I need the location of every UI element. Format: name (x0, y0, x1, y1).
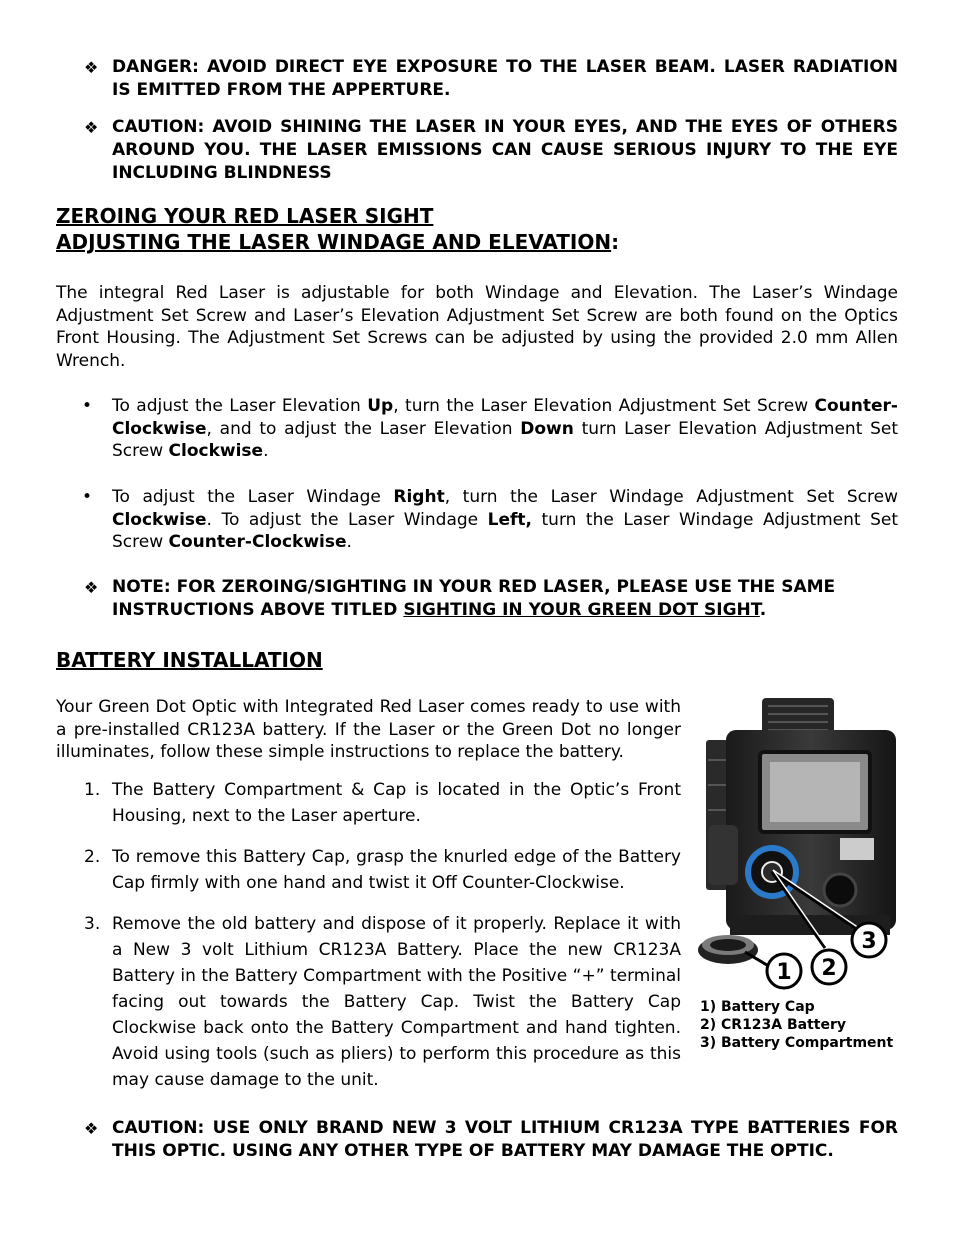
bullet-dot-icon: • (82, 487, 93, 507)
caution-warning-text: CAUTION: AVOID SHINING THE LASER IN YOUR EYES, AND THE EYES OF OTHERS AROUND YOU. THE LASER EMISSIONS CAN CAUSE SERIOUS INJURY TO THE EYE INCLUDING BLINDNESS (112, 117, 898, 183)
bold-counter-clockwise: Counter-Clockwise (168, 532, 347, 552)
zeroing-heading (56, 203, 619, 255)
caution-warning (56, 116, 898, 185)
danger-warning-text: DANGER: AVOID DIRECT EYE EXPOSURE TO THE LASER BEAM. LASER RADIATION IS EMITTED FROM THE APPERTURE. (112, 57, 898, 100)
heading-colon: : (611, 230, 620, 254)
diamond-bullet-icon: ❖ (84, 58, 99, 77)
step-1 (56, 777, 681, 829)
caption-battery-cap: 1) Battery Cap (700, 999, 815, 1015)
zeroing-intro: The integral Red Laser is adjustable for both Windage and Elevation. The Laser’s Windage Adjustment Set Screw and Laser’s Elevation Adjustment Set Screw are both found on the Optics Front Housing. The Adjustment Set Screws can be adjusted by using the provided 2.0 mm Allen Wrench. (56, 283, 898, 371)
note-section-reference: SIGHTING IN YOUR GREEN DOT SIGHT (403, 600, 760, 620)
elevation-bullet (56, 395, 898, 463)
battery-intro: Your Green Dot Optic with Integrated Red Laser comes ready to use with a pre-installed CR123A battery. If the Laser or the Green Dot no longer illuminates, follow these simple instructions to replace the battery. (56, 697, 681, 762)
text-run: turn the Laser Windage Adjustment Set Screw (112, 509, 899, 552)
step-number: 2. (84, 847, 101, 867)
text-run: To adjust the Laser Windage (112, 487, 394, 507)
callout-1-label: 1 (776, 960, 792, 985)
text-run: To adjust the Laser Elevation (112, 396, 368, 416)
text-run: . (263, 441, 269, 461)
step-text: To remove this Battery Cap, grasp the knurled edge of the Battery Cap firmly with one hand and twist it Off Counter-Clockwise. (112, 847, 681, 893)
caption-battery-compartment: 3) Battery Compartment (700, 1035, 894, 1051)
elevation-bullet-text (112, 395, 898, 463)
note-end: . (759, 600, 767, 620)
diamond-bullet-icon: ❖ (84, 578, 99, 597)
figure-captions (700, 998, 893, 1052)
text-run: turn Laser Elevation Adjustment Set Screw (112, 418, 898, 461)
diamond-bullet-icon: ❖ (84, 1119, 99, 1138)
bold-clockwise: Clockwise (112, 509, 207, 530)
step-text: Remove the old battery and dispose of it properly. Replace it with a New 3 volt Lithium CR123A Battery. Place the new CR123A Battery in the Battery Compartment with the Positive “+” terminal facing out towards the Battery Cap. Twist the Battery Cap Clockwise back onto the Battery Compartment and hand tighten. Avoid using tools (such as pliers) to perform this procedure as this may cause damage to the unit. (112, 914, 681, 1090)
caption-cr123a-battery: 2) CR123A Battery (700, 1017, 847, 1033)
zeroing-note (56, 576, 898, 622)
danger-warning (56, 56, 898, 102)
step-text: The Battery Compartment & Cap is located in the Optic’s Front Housing, next to the Laser aperture. (112, 780, 681, 826)
text-run: . (346, 532, 352, 552)
bold-clockwise: Clockwise (168, 441, 264, 461)
optic-lens (770, 762, 860, 822)
step-number: 1. (84, 780, 101, 800)
note-text: NOTE: FOR ZEROING/SIGHTING IN YOUR RED LASER, PLEASE USE THE SAME INSTRUCTIONS ABOVE TITLED (112, 577, 836, 620)
battery-caution (56, 1117, 898, 1163)
label-plate (840, 838, 874, 860)
windage-bullet-text (112, 486, 898, 554)
battery-heading-text: BATTERY INSTALLATION (56, 648, 323, 672)
step-2 (56, 844, 681, 896)
windage-bullet (56, 486, 898, 554)
side-knob (708, 825, 738, 885)
zeroing-note-text (112, 576, 898, 622)
optic-battery-figure (690, 690, 900, 995)
step-number: 3. (84, 914, 101, 934)
text-run: . To adjust the Laser Windage (206, 509, 488, 530)
text-run: , turn the Laser Elevation Adjustment Set Screw (393, 396, 815, 416)
callout-3-label: 3 (861, 929, 877, 954)
diamond-bullet-icon: ❖ (84, 118, 99, 137)
zeroing-heading-line1: ZEROING YOUR RED LASER SIGHT (56, 204, 434, 228)
callout-2-label: 2 (821, 956, 837, 981)
bold-down: Down (520, 418, 574, 439)
bold-right: Right (393, 487, 445, 507)
battery-cap-inner (710, 939, 746, 951)
zeroing-heading-line2: ADJUSTING THE LASER WINDAGE AND ELEVATION (56, 230, 612, 254)
bold-left: Left, (487, 509, 532, 530)
bullet-dot-icon: • (82, 396, 93, 416)
bold-up: Up (367, 396, 394, 416)
step-3 (56, 911, 681, 1093)
laser-aperture (824, 874, 856, 906)
text-run: , turn the Laser Windage Adjustment Set Screw (444, 487, 898, 507)
battery-heading (56, 647, 323, 673)
text-run: , and to adjust the Laser Elevation (206, 418, 521, 439)
bold-counter-clockwise: Counter-Clockwise (112, 396, 898, 439)
battery-caution-text: CAUTION: USE ONLY BRAND NEW 3 VOLT LITHIUM CR123A TYPE BATTERIES FOR THIS OPTIC. USING ANY OTHER TYPE OF BATTERY MAY DAMAGE THE OPTIC. (112, 1118, 898, 1161)
